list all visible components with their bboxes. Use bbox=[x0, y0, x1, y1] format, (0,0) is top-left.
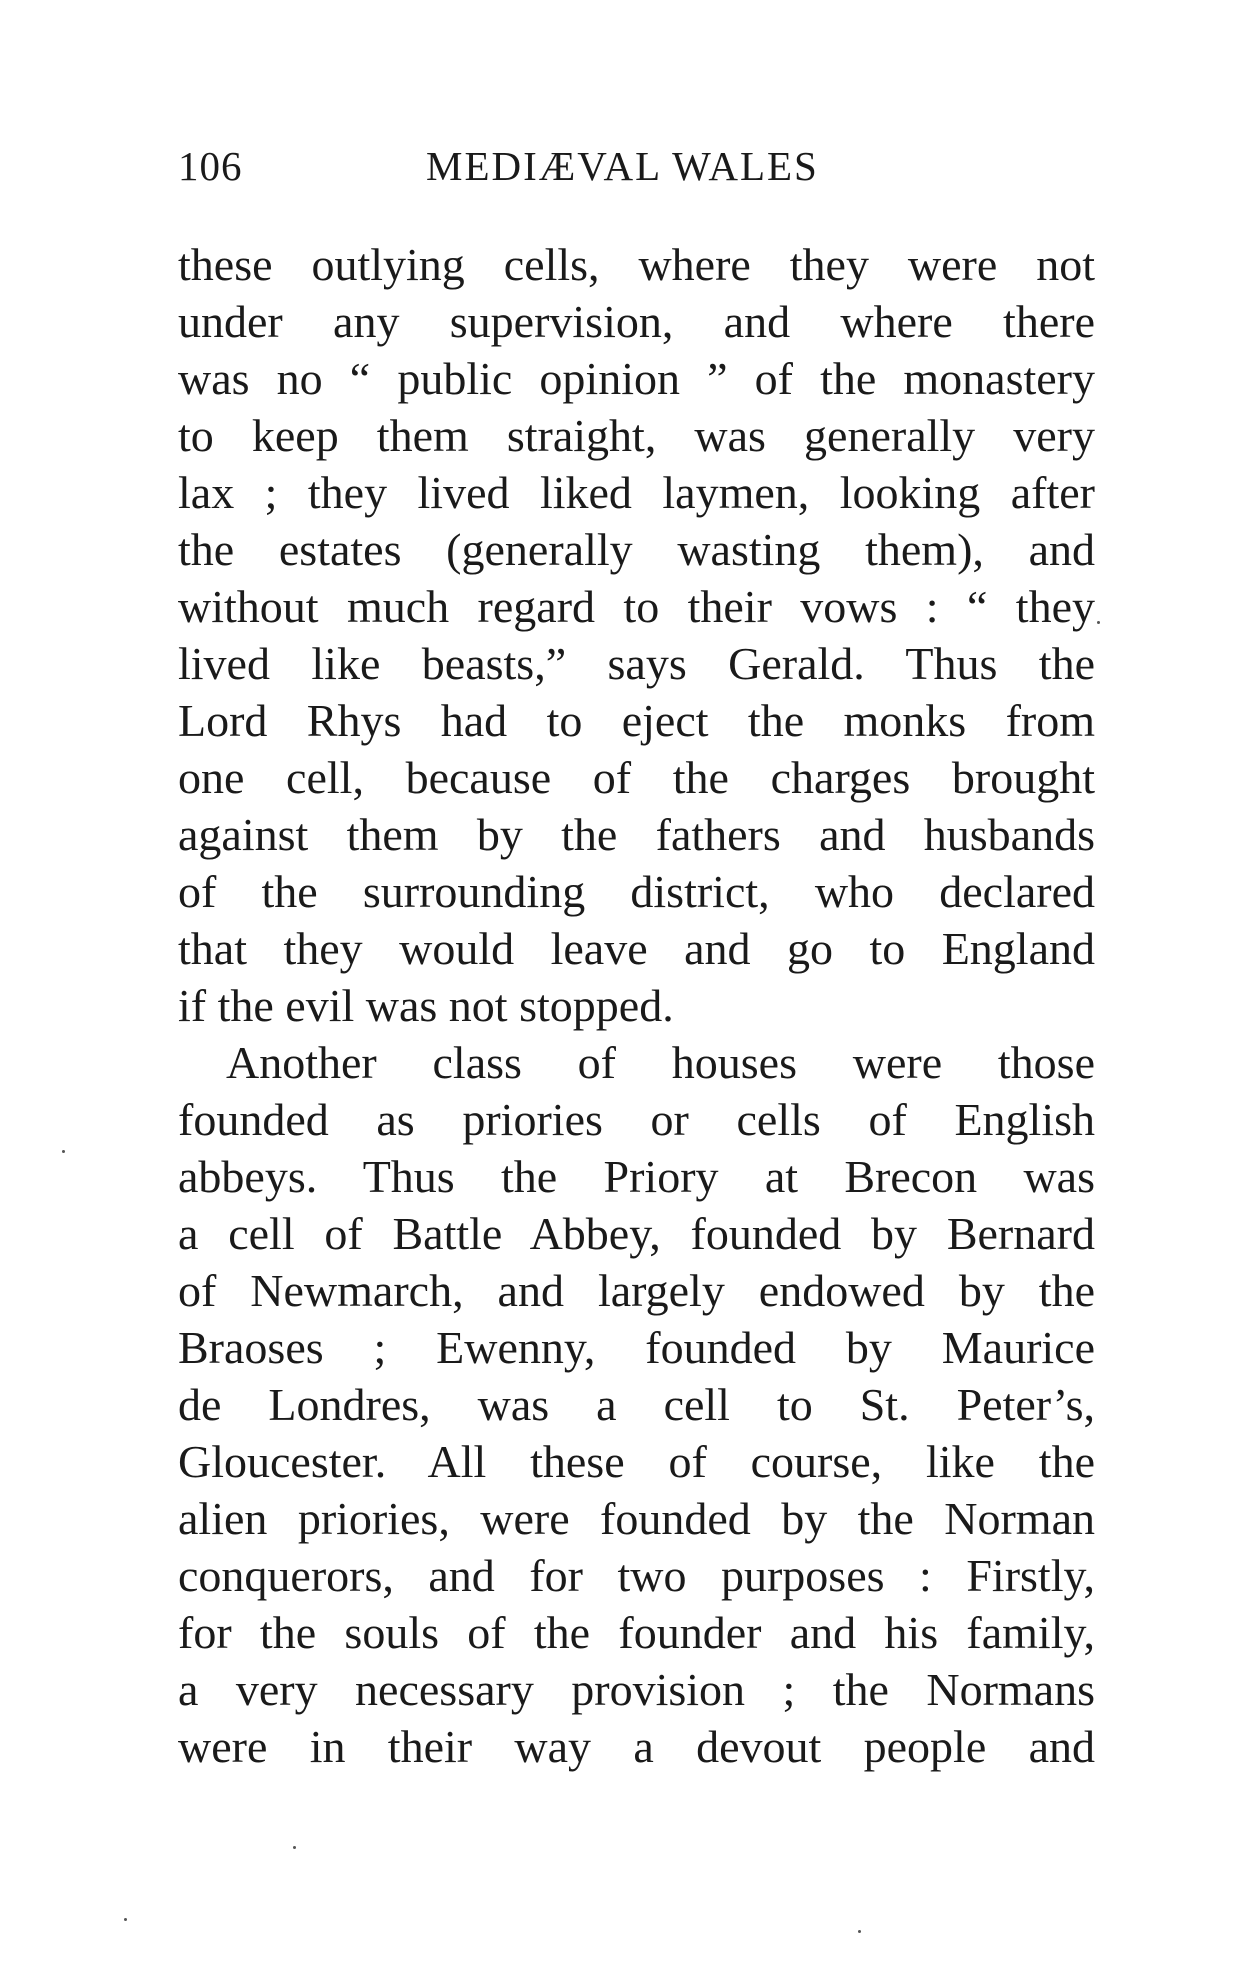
text-line: conquerors, and for two purposes : Firstly, bbox=[178, 1550, 1095, 1601]
text-line: without much regard to their vows : “ they bbox=[178, 581, 1095, 632]
text-line: was no “ public opinion ” of the monastery bbox=[178, 353, 1095, 404]
text-line: of the surrounding district, who declared bbox=[178, 866, 1095, 917]
running-title: MEDIÆVAL WALES bbox=[426, 143, 819, 189]
text-line: a cell of Battle Abbey, founded by Bernard bbox=[178, 1208, 1095, 1259]
body-text bbox=[178, 236, 1095, 1775]
text-line: de Londres, was a cell to St. Peter’s, bbox=[178, 1379, 1095, 1430]
text-line: a very necessary provision ; the Normans bbox=[178, 1664, 1095, 1715]
ink-speck bbox=[1097, 621, 1100, 624]
text-line: these outlying cells, where they were not bbox=[178, 239, 1095, 290]
text-line: founded as priories or cells of English bbox=[178, 1094, 1095, 1145]
text-line: Lord Rhys had to eject the monks from bbox=[178, 695, 1095, 746]
text-line: to keep them straight, was generally very bbox=[178, 410, 1095, 461]
ink-speck bbox=[62, 1150, 65, 1153]
text-line: of Newmarch, and largely endowed by the bbox=[178, 1265, 1095, 1316]
running-head bbox=[178, 142, 1095, 202]
text-line: for the souls of the founder and his family, bbox=[178, 1607, 1095, 1658]
text-line: alien priories, were founded by the Norman bbox=[178, 1493, 1095, 1544]
text-line: Braoses ; Ewenny, founded by Maurice bbox=[178, 1322, 1095, 1373]
paragraph-end-line: if the evil was not stopped. bbox=[178, 980, 674, 1031]
text-line: the estates (generally wasting them), and bbox=[178, 524, 1095, 575]
text-line: that they would leave and go to England bbox=[178, 923, 1095, 974]
text-line: under any supervision, and where there bbox=[178, 296, 1095, 347]
ink-speck bbox=[293, 1846, 296, 1849]
text-line: abbeys. Thus the Priory at Brecon was bbox=[178, 1151, 1095, 1202]
text-line: were in their way a devout people and bbox=[178, 1721, 1095, 1772]
text-line: lax ; they lived liked laymen, looking after bbox=[178, 467, 1095, 518]
text-line: lived like beasts,” says Gerald. Thus the bbox=[178, 638, 1095, 689]
ink-speck bbox=[124, 1918, 127, 1921]
text-line: one cell, because of the charges brought bbox=[178, 752, 1095, 803]
text-line: against them by the fathers and husbands bbox=[178, 809, 1095, 860]
paragraph-start-line: Another class of houses were those bbox=[226, 1037, 1095, 1088]
text-line: Gloucester. All these of course, like the bbox=[178, 1436, 1095, 1487]
ink-speck bbox=[858, 1930, 861, 1933]
page-number: 106 bbox=[178, 143, 243, 189]
